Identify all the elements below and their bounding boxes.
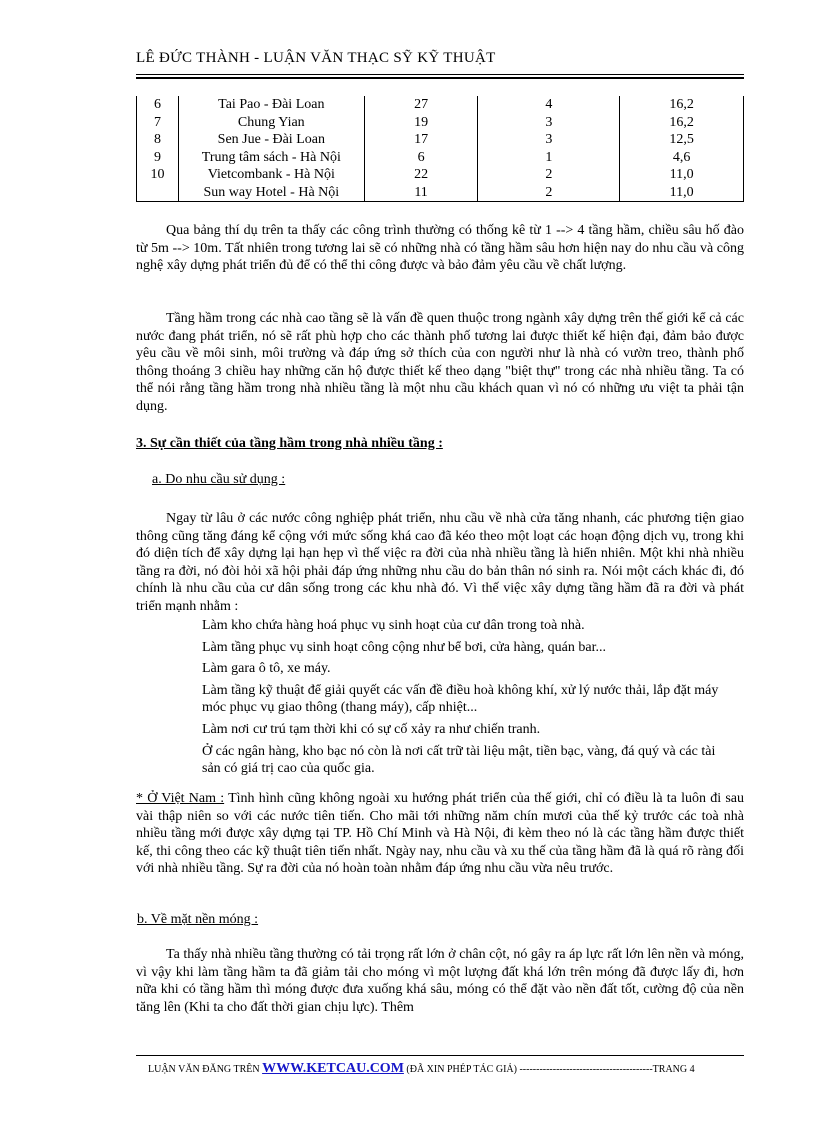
table-cell: Sun way Hotel - Hà Nội: [178, 184, 364, 202]
list-item: Làm tầng kỹ thuật để giải quyết các vấn đề điều hoà không khí, xử lý nước thải, lắp đặt máy móc phục vụ giao thông (thang máy), cấp nhiệt...: [202, 682, 719, 716]
table-cell: 2: [478, 184, 620, 202]
paragraph-1: Qua bảng thí dụ trên ta thấy các công trình thường có thống kê từ 1 --> 4 tầng hầm, chiều sâu hố đào từ 5m --> 10m. Tất nhiên trong tương lai sẽ có những nhà có tầng hầm sâu hơn hiện nay do nhu cầu và công nghệ xây dựng phát triển đủ để có thể thi công được và bảo đảm yêu cầu về chất lượng.: [136, 223, 744, 274]
table-cell: [137, 184, 179, 202]
table-cell: Tai Pao - Đài Loan: [178, 96, 364, 114]
paragraph-2: Tầng hầm trong các nhà cao tầng sẽ là vấn đề quen thuộc trong ngành xây dựng trên thế giới kể cả các nước đang phát triển, nó sẽ rất phù hợp cho các thành phố tương lai được thiết kế hiện đại, đảm bảo được yêu cầu về môi sinh, môi trường và đáp ứng sở thích của con người như là nhà có vườn treo, thành phố thông thoáng 3 chiều hay những căn hộ được thiết kế theo dạng "biệt thự" trong các nhà nhiều tầng. Ta có thể nói rằng tầng hầm trong nhà nhiều tầng là một nhu cầu khách quan vì nó có những ưu việt ta phải tận dụng.: [136, 311, 744, 414]
paragraph-3: Ngay từ lâu ở các nước công nghiệp phát triển, nhu cầu về nhà cửa tăng nhanh, các phương tiện giao thông cũng tăng đáng kể cộng với mức sống khá cao đã kéo theo một loạt các hoạn động dịch vụ, trong khi đó diện tích để xây dựng lại hạn hẹp vì thế việc ra đời của nhà nhiều tầng là hiển nhiên. Một khi nhà nhiều tầng ra đời, nó đòi hỏi xã hội phải đáp ứng những nhu cầu do bản thân nó sinh ra. Nói một cách khác đi, đó chính là nhu cầu của cư dân sống trong các khu nhà đó. Vì thế việc xây dựng tầng hầm đã ra đời và phát triển mạnh nhằm :: [136, 511, 744, 614]
table-cell: 8: [137, 131, 179, 149]
table-cell: 9: [137, 149, 179, 167]
table-row: [137, 96, 744, 114]
table-cell: 16,2: [620, 114, 744, 132]
table-cell: 6: [364, 149, 478, 167]
paragraph-4: [136, 790, 744, 878]
section-heading-3: 3. Sự cần thiết của tầng hầm trong nhà nhiều tầng :: [136, 436, 443, 451]
table-row: [137, 184, 744, 202]
subheading-a: a. Do nhu cầu sử dụng :: [152, 472, 286, 487]
data-table-body: [137, 96, 744, 202]
subheading-b: b. Về mặt nền móng :: [137, 912, 259, 927]
table-cell: 11: [364, 184, 478, 202]
table-cell: 12,5: [620, 131, 744, 149]
footer-suffix: (ĐÃ XIN PHÉP TÁC GIẢ) ----------------------------------------TRANG 4: [403, 1064, 695, 1075]
list-item: Làm tầng phục vụ sinh hoạt công cộng như bể bơi, cửa hàng, quán bar...: [202, 639, 606, 655]
table-cell: 19: [364, 114, 478, 132]
header-rule: [136, 74, 744, 79]
table-row: [137, 149, 744, 167]
table-cell: 4: [478, 96, 620, 114]
page-header: LÊ ĐỨC THÀNH - LUẬN VĂN THẠC SỸ KỸ THUẬT: [136, 50, 496, 66]
table-cell: 3: [478, 114, 620, 132]
table-cell: 6: [137, 96, 179, 114]
usage-list: [202, 617, 730, 782]
table-cell: 4,6: [620, 149, 744, 167]
table-cell: 22: [364, 166, 478, 184]
table-cell: 17: [364, 131, 478, 149]
table-row: [137, 166, 744, 184]
table-cell: Sen Jue - Đài Loan: [178, 131, 364, 149]
table-cell: 2: [478, 166, 620, 184]
table-cell: Chung Yian: [178, 114, 364, 132]
table-cell: 27: [364, 96, 478, 114]
page-footer: [148, 1061, 695, 1077]
vietnam-label: * Ở Việt Nam :: [136, 791, 225, 806]
paragraph-5: Ta thấy nhà nhiều tầng thường có tải trọng rất lớn ở chân cột, nó gây ra áp lực rất lớn lên nền và móng, vì vậy khi làm tầng hầm ta đã giảm tải cho móng vì một lượng đất khá lớn trên móng đã được lấy đi, hơn nữa khi có tầng hầm thì móng được đưa xuống khá sâu, móng có thể đặt vào nền đất tốt, cường độ của nền tăng lên (Khi ta cho đất thời gian chịu lực). Thêm: [136, 947, 744, 1015]
table-cell: 3: [478, 131, 620, 149]
table-cell: 11,0: [620, 166, 744, 184]
footer-rule: [136, 1055, 744, 1056]
paragraph-4-text: Tình hình cũng không ngoài xu hướng phát triển của thế giới, chỉ có điều là ta luôn đi sau vài thập niên so với các nước tiên tiến. Cho mãi tới những năm chín mươi của thế kỷ trước các toà nhà nhiều tầng mới được xây dựng tại TP. Hồ Chí Minh và Hà Nội, đi kèm theo nó là các tầng hầm được thiết kế, thi công theo các kỹ thuật tiên tiến nhất. Ngày nay, nhu cầu và xu thế của tầng hầm đã là quá rõ ràng đối với nhà nhiều tầng. Sự ra đời của nó hoàn toàn nhằm đáp ứng nhu cầu vừa nêu trước.: [136, 791, 744, 877]
footer-site-link[interactable]: WWW.KETCAU.COM: [262, 1061, 404, 1076]
table-cell: 10: [137, 166, 179, 184]
list-item: Ở các ngân hàng, kho bạc nó còn là nơi cất trữ tài liệu mật, tiền bạc, vàng, đá quý và các tài sản có giá trị cao của quốc gia.: [202, 743, 716, 777]
table-cell: 1: [478, 149, 620, 167]
table-cell: Trung tâm sách - Hà Nội: [178, 149, 364, 167]
list-item: Làm gara ô tô, xe máy.: [202, 661, 331, 677]
table-cell: 7: [137, 114, 179, 132]
data-table: [136, 96, 744, 202]
table-cell: 16,2: [620, 96, 744, 114]
table-row: [137, 114, 744, 132]
table-row: [137, 131, 744, 149]
list-item: Làm nơi cư trú tạm thời khi có sự cố xảy ra như chiến tranh.: [202, 721, 541, 737]
list-item: Làm kho chứa hàng hoá phục vụ sinh hoạt của cư dân trong toà nhà.: [202, 618, 585, 633]
table-cell: Vietcombank - Hà Nội: [178, 166, 364, 184]
footer-prefix: LUẬN VĂN ĐĂNG TRÊN: [148, 1064, 263, 1075]
table-cell: 11,0: [620, 184, 744, 202]
